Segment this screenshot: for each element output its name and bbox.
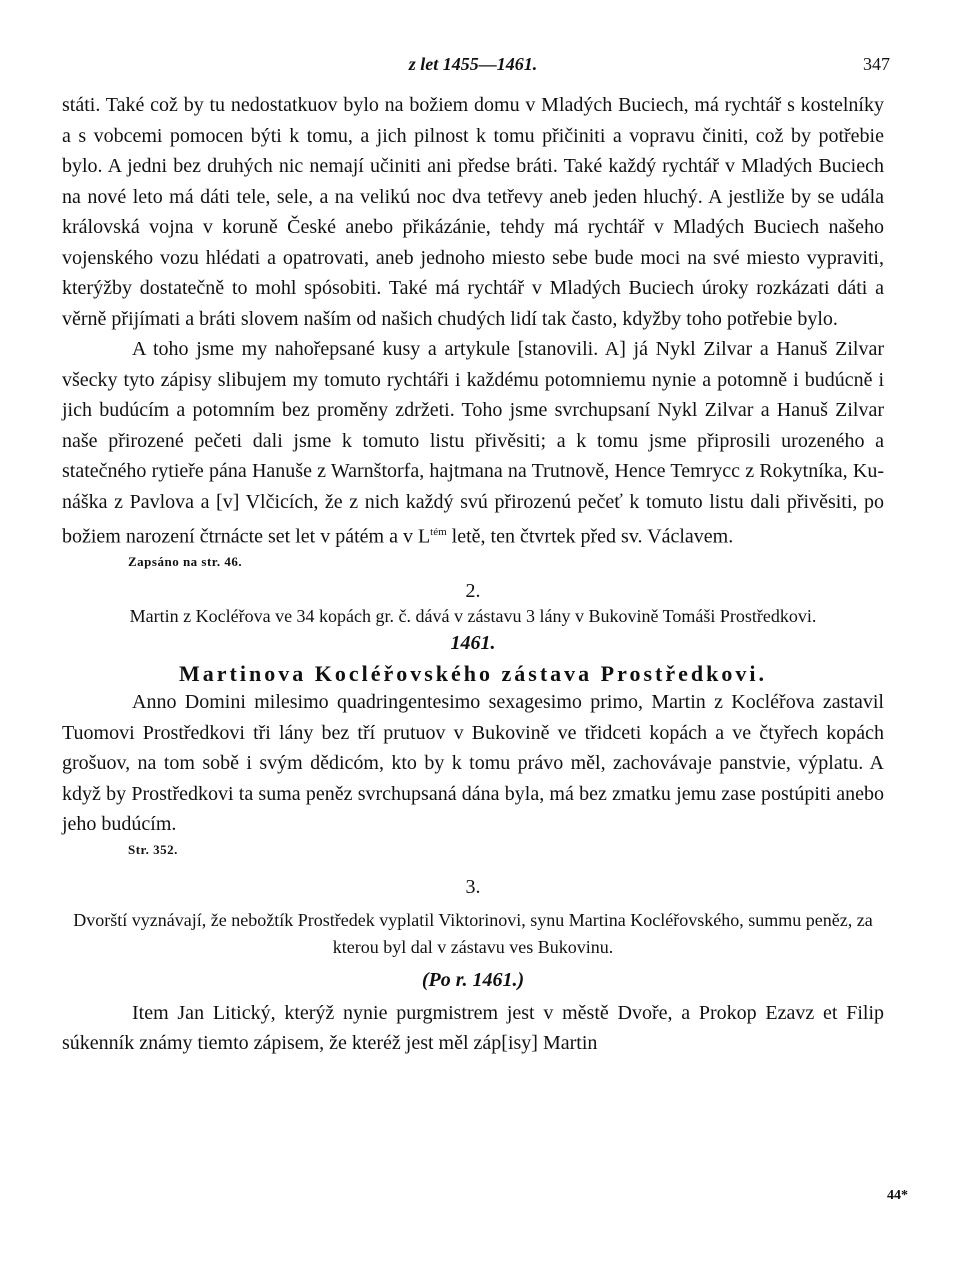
document-date: 1461. [450,632,496,655]
document-number: 3. [465,875,481,898]
paragraph-sealing [62,334,884,552]
document-regest: Dvorští vyznávají, že nebožtík Prostředek vyplatil Viktorinovi, synu Martina Kocléřovského, summu peněz, za kterou byl dal v zástavu ves Bukovinu. [73,909,873,957]
signature-mark: 44* [887,1188,908,1203]
paragraph-pledge: Anno Domini milesimo quadringentesimo sexagesimo primo, Martin z Kocléřova zastavil Tuomovi Prostředkovi tři lány bez tří prutuov v Bukovině ve třidceti kopách a ve čtyřech kopách grošuov, na tom sobě i svým dědicóm, kto by k tomu právo měl, zachovávaje panstvie, výplatu. A když by Prostředkovi ta suma peněz svrchupsaná dána byla, má bez zmatku jemu zase postúpiti anebo jeho budúcím. [62,691,884,836]
page-number: 347 [863,54,890,74]
paragraph-sealing-text: A toho jsme my nahořepsané kusy a artykule [stanovili. A] já Nykl Zilvar a Hanuš Zilvar všecky tyto zápisy slibujem my tomuto rychtáři i každému potomniemu nynie a potomně i budúcně i jich budúcím a potomním bez proměny zdržeti. Toho jsme svrchupsaní Nykl Zilvar a Hanuš Zilvar naše přirozené pečeti dali jsme k tomuto listu přivěsiti; a k tomu jsme připrosili urozeného a statečného rytieře pána Hanuše z Warnštorfa, hajtmana na Trutnově, Hence Temrycc z Rokytníka, Kunáška z Pavlova a [v] Vlčicích, že z nich každý svú přirozenú pečeť k tomuto listu dali přivěsiti, po božiem narození čtrnácte set let v pátém a v L [62,338,884,548]
document-regest: Martin z Kocléřova ve 34 kopách gr. č. dává v zástavu 3 lány v Bukovině Tomáši Prostředkovi. [129,606,817,627]
source-note: Zapsáno na str. 46. [128,554,243,570]
document-page [62,54,890,1059]
source-note: Str. 352. [128,841,178,857]
document-date: (Po r. 1461.) [421,968,525,991]
paragraph-testimony: Item Jan Litický, kterýž nynie purgmistrem jest v městě Dvoře, a Prokop Ezavz et Filip súkenník známy tiemto zápisem, že kteréž jest měl záp[isy] Martin [62,1001,884,1055]
paragraph-sealing-end: letě, ten čtvrtek před sv. Václavem. [446,525,734,548]
running-title: z let 1455—1461. [408,54,538,74]
document-number: 2. [465,580,481,603]
document-heading: Martinova Kocléřovského zástava Prostředkovi. [179,661,767,687]
superscript: tém [430,526,447,538]
page-header [62,54,890,90]
paragraph-continuation: státi. Také což by tu nedostatkuov bylo na božiem domu v Mladých Buciech, má rychtář s kostelníky a s vobcemi pomocen býti k tomu, a jich pilnost k tomu přičiniti a vopravu činiti, což by potřebie bylo. A jedni bez druhých nic nemají učiniti ani předse bráti. Také každý rychtář v Mladých Buciech na nové leto má dáti tele, sele, a na velikú noc dva tetřevy aneb jeden hluchý. A jestliže by se udála královská vojna v koruně České anebo přikázánie, tehdy má rychtář v Mladých Buciech našeho vojenského vozu hlédati a opatrovati, aneb jednoho miesto sebe bude moci na své miesto vypraviti, kterýžby dostatečně to mohl spósobiti. Také má rychtář v Mladých Buciech úroky rozkázati dáti a věrně přijímati a bráti slovem naším od našich chudých lidí tak často, kdyžby toho potřebie bylo. [62,94,884,330]
